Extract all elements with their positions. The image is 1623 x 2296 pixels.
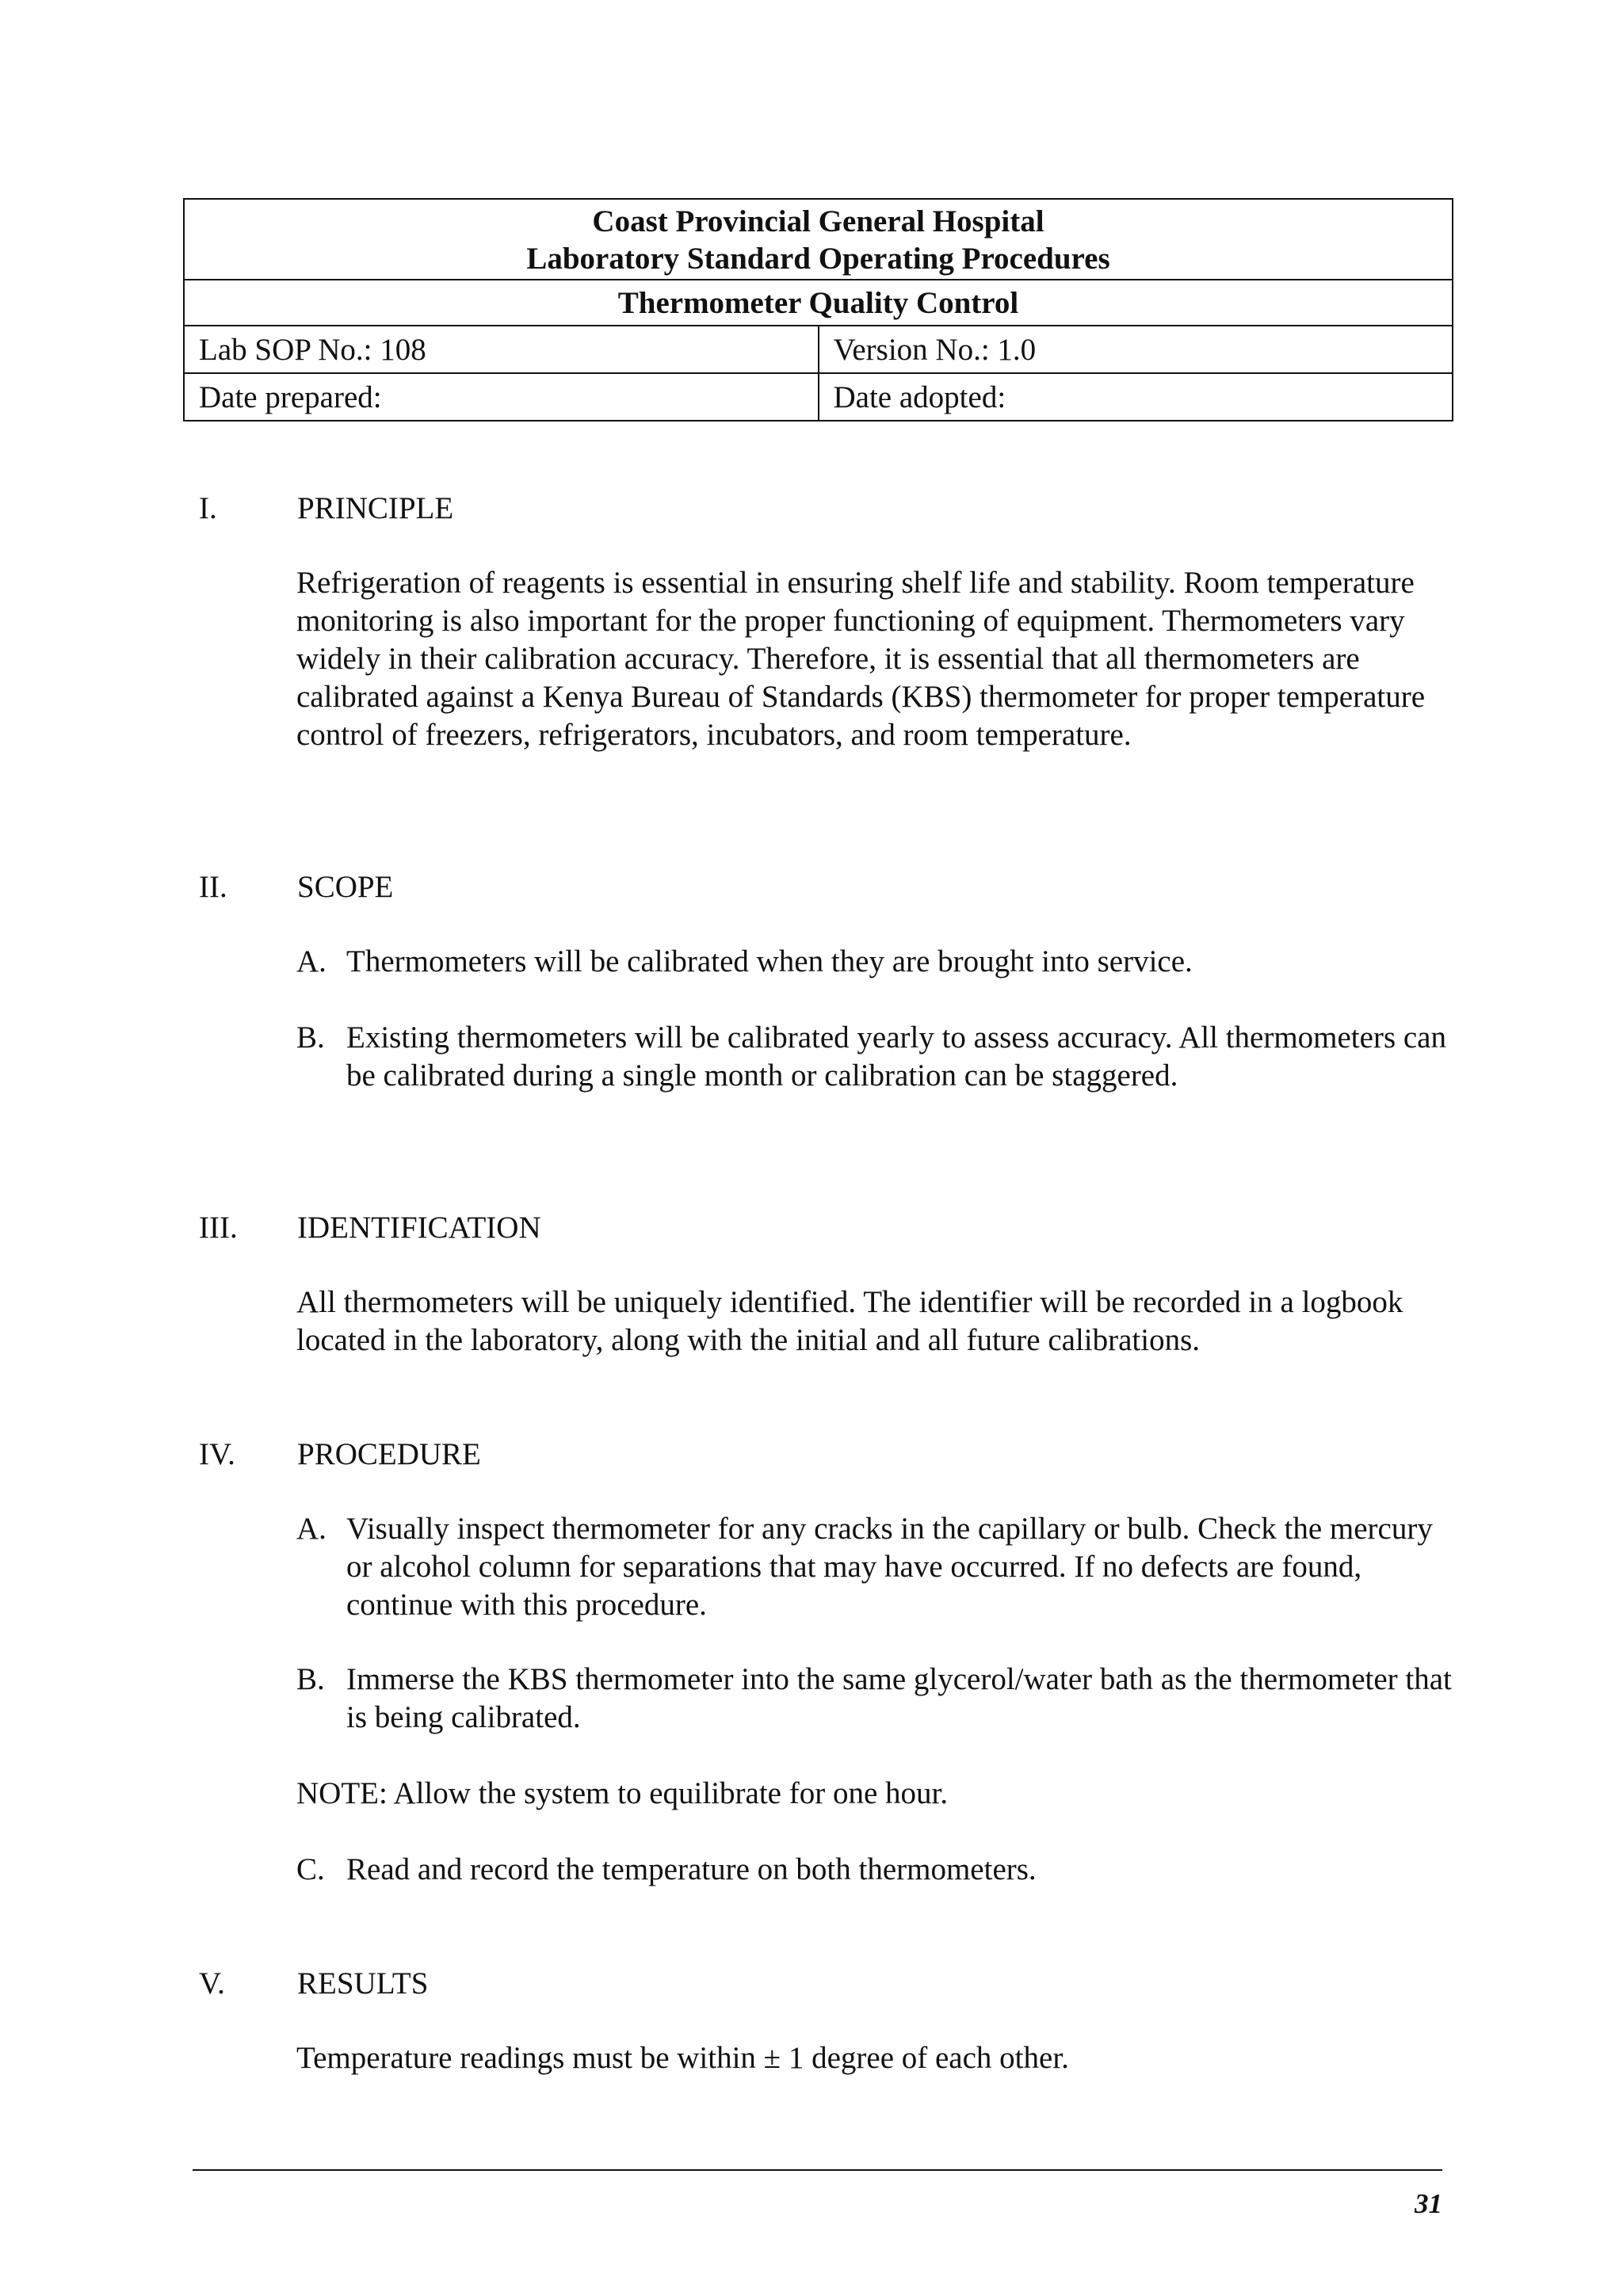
- section-number: IV.: [199, 1437, 235, 1471]
- item-text: Visually inspect thermometer for any cracks in the capillary or bulb. Check the mercury or alcohol column for separations that may have occurred. If no defects are found, continue with this procedure.: [346, 1512, 1433, 1622]
- sop-title: Thermometer Quality Control: [184, 280, 1453, 326]
- section-number: II.: [199, 870, 227, 904]
- procedure-item-c: [296, 1851, 1453, 1889]
- item-text: Existing thermometers will be calibrated yearly to assess accuracy. All thermometers can be calibrated during a single month or calibration can be staggered.: [346, 1020, 1446, 1093]
- scope-item-a: [296, 943, 1453, 981]
- org-name: Coast Provincial General Hospital: [592, 204, 1044, 238]
- item-text: Immerse the KBS thermometer into the same glycerol/water bath as the thermometer that is being calibrated.: [346, 1662, 1452, 1734]
- version-number: Version No.: 1.0: [819, 326, 1453, 373]
- scope-item-b: [296, 1019, 1453, 1095]
- footer-divider: [193, 2169, 1442, 2171]
- section-number: V.: [199, 1966, 225, 2000]
- procedure-item-a: [296, 1510, 1453, 1624]
- identification-text: All thermometers will be uniquely identified. The identifier will be recorded in a logbook located in the laboratory, along with the initial and all future calibrations.: [296, 1285, 1403, 1357]
- date-adopted: Date adopted:: [819, 373, 1453, 421]
- item-letter: A.: [296, 1512, 327, 1546]
- section-number: III.: [199, 1211, 238, 1245]
- item-letter: B.: [296, 1020, 325, 1055]
- section-heading: SCOPE: [297, 870, 394, 904]
- item-letter: A.: [296, 944, 327, 978]
- results-text: Temperature readings must be within ± 1 degree of each other.: [296, 2041, 1069, 2075]
- item-letter: B.: [296, 1662, 325, 1696]
- item-text: Thermometers will be calibrated when they are brought into service.: [346, 944, 1193, 978]
- sop-header-table: [183, 198, 1453, 421]
- item-text: Read and record the temperature on both thermometers.: [346, 1852, 1037, 1886]
- section-number: I.: [199, 491, 217, 525]
- sop-number: Lab SOP No.: 108: [184, 326, 819, 373]
- principle-text: Refrigeration of reagents is essential in ensuring shelf life and stability. Room temperature monitoring is also important for the proper functioning of equipment. Thermometers vary widely in their calibration accuracy. Therefore, it is essential that all thermometers are calibrated against a Kenya Bureau of Standards (KBS) thermometer for proper temperature control of freezers, refrigerators, incubators, and room temperature.: [296, 566, 1426, 752]
- section-heading: PROCEDURE: [297, 1437, 481, 1471]
- item-letter: C.: [296, 1852, 325, 1886]
- procedure-note: NOTE: Allow the system to equilibrate for one hour.: [296, 1776, 949, 1810]
- header-title-cell: [184, 199, 1453, 280]
- section-heading: IDENTIFICATION: [297, 1211, 541, 1245]
- date-prepared: Date prepared:: [184, 373, 819, 421]
- procedure-item-b: [296, 1661, 1453, 1737]
- page-number: 31: [1415, 2188, 1442, 2219]
- section-heading: PRINCIPLE: [297, 491, 454, 525]
- doc-type: Laboratory Standard Operating Procedures: [526, 242, 1110, 276]
- section-heading: RESULTS: [297, 1966, 429, 2000]
